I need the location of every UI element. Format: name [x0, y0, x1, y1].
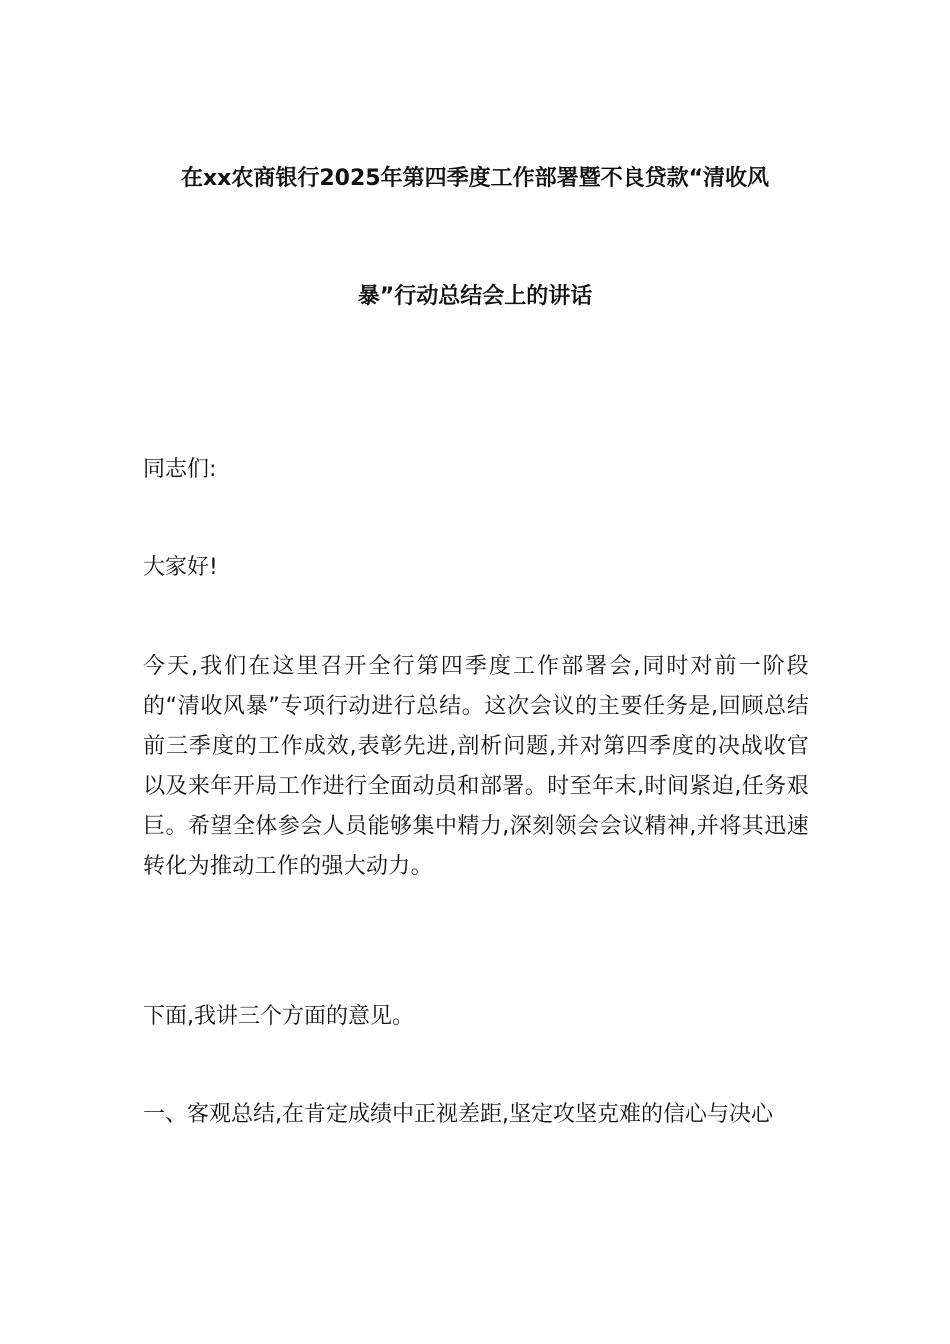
- document-title-line-1: 在xx农商银行2025年第四季度工作部署暨不良贷款“清收风: [180, 166, 770, 191]
- transition-paragraph: 下面,我讲三个方面的意见。: [143, 1004, 414, 1029]
- document-title-line-2: 暴”行动总结会上的讲话: [357, 284, 593, 309]
- section-one-heading: 一、客观总结,在肯定成绩中正视差距,坚定攻坚克难的信心与决心: [143, 1102, 773, 1127]
- greeting: 大家好!: [143, 555, 218, 580]
- salutation: 同志们:: [143, 457, 217, 482]
- intro-paragraph: 今天,我们在这里召开全行第四季度工作部署会,同时对前一阶段的“清收风暴”专项行动进行总结。这次会议的主要任务是,回顾总结前三季度的工作成效,表彰先进,剖析问题,并对第四季度的决战收官以及来年开局工作进行全面动员和部署。时至年末,时间紧迫,任务艰巨。希望全体参会人员能够集中精力,深刻领会会议精神,并将其迅速转化为推动工作的强大动力。: [143, 654, 809, 879]
